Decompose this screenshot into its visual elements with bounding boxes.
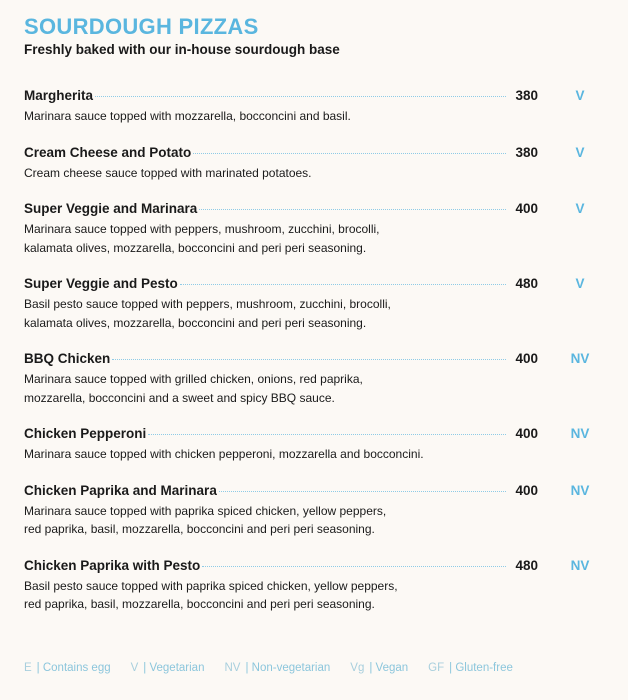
item-description: mozzarella, bocconcini and a sweet and spicy BBQ sauce. [24, 390, 335, 405]
dot-leader [112, 359, 506, 360]
item-description: kalamata olives, mozzarella, bocconcini and peri peri seasoning. [24, 240, 367, 255]
menu-item-header [24, 276, 614, 295]
item-price: 400 [515, 351, 538, 366]
item-name: Chicken Paprika and Marinara [24, 482, 217, 498]
legend-label: | Vegetarian [143, 662, 205, 674]
legend-entry [24, 662, 111, 674]
legend-label: | Non-vegetarian [245, 662, 331, 674]
item-name: Super Veggie and Marinara [24, 201, 198, 216]
dot-leader [199, 209, 506, 210]
menu-items [24, 88, 614, 633]
legend-code: NV [224, 662, 241, 674]
page-title: SOURDOUGH PIZZAS [24, 14, 259, 39]
diet-tag: NV [570, 482, 590, 498]
item-name: Super Veggie and Pesto [24, 276, 178, 291]
item-description: Marinara sauce topped with grilled chicken, onions, red paprika, [24, 372, 363, 386]
item-description: Cream cheese sauce topped with marinated potatoes. [24, 165, 312, 180]
item-description: Marinara sauce topped with peppers, mushroom, zucchini, brocolli, [24, 222, 380, 236]
legend-entry [350, 662, 408, 674]
legend-code: V [130, 662, 139, 674]
legend-label: | Vegan [369, 662, 409, 674]
item-description: Marinara sauce topped with mozzarella, bocconcini and basil. [24, 109, 351, 123]
page-subtitle: Freshly baked with our in-house sourdough base [24, 42, 340, 57]
item-name: Margherita [24, 88, 94, 103]
menu-item-header [24, 201, 614, 220]
item-price: 400 [515, 426, 538, 441]
legend-label: | Contains egg [36, 662, 111, 674]
diet-tag: V [575, 144, 585, 160]
menu-item-header [24, 558, 614, 577]
dot-leader [180, 284, 506, 285]
menu-item-header [24, 483, 614, 502]
menu-item [24, 201, 614, 257]
item-price: 400 [515, 201, 538, 216]
menu-item [24, 276, 614, 332]
diet-tag: NV [570, 557, 590, 573]
item-name: BBQ Chicken [24, 351, 111, 366]
item-price: 380 [515, 144, 538, 160]
dot-leader [219, 491, 506, 492]
item-description: red paprika, basil, mozzarella, bocconcini and peri peri seasoning. [24, 522, 375, 536]
menu-item-header [24, 145, 614, 164]
menu-item-header [24, 426, 614, 445]
diet-tag: V [575, 276, 585, 291]
legend-code: E [24, 662, 32, 674]
legend-code: GF [428, 662, 445, 674]
legend-entry [224, 662, 330, 674]
legend-label: | Gluten-free [449, 662, 513, 674]
item-description: red paprika, basil, mozzarella, bocconcini and peri peri seasoning. [24, 597, 375, 611]
item-price: 480 [515, 276, 538, 291]
diet-tag: V [575, 201, 585, 216]
dot-leader [95, 96, 506, 97]
menu-item [24, 145, 614, 183]
item-name: Chicken Paprika with Pesto [24, 557, 201, 573]
menu-item [24, 426, 614, 464]
item-name: Chicken Pepperoni [24, 426, 147, 441]
item-name: Cream Cheese and Potato [24, 144, 192, 160]
diet-tag: NV [570, 426, 590, 441]
dot-leader [193, 153, 506, 154]
diet-tag: V [575, 88, 585, 103]
menu-item [24, 558, 614, 614]
dot-leader [202, 566, 506, 567]
menu-item [24, 88, 614, 126]
item-description: Marinara sauce topped with paprika spiced chicken, yellow peppers, [24, 503, 387, 518]
item-description: Basil pesto sauce topped with paprika spiced chicken, yellow peppers, [24, 578, 398, 593]
diet-tag: NV [570, 351, 590, 366]
dietary-legend [24, 662, 513, 674]
menu-item-header [24, 88, 614, 107]
item-price: 380 [515, 88, 538, 103]
menu-item [24, 483, 614, 539]
item-price: 480 [515, 557, 538, 573]
legend-entry [131, 662, 205, 674]
menu-item [24, 351, 614, 407]
item-description: kalamata olives, mozzarella, bocconcini and peri peri seasoning. [24, 315, 367, 330]
legend-entry [428, 662, 513, 674]
legend-code: Vg [350, 662, 365, 674]
item-price: 400 [515, 482, 538, 498]
menu-item-header [24, 351, 614, 370]
item-description: Basil pesto sauce topped with peppers, mushroom, zucchini, brocolli, [24, 297, 391, 311]
dot-leader [148, 434, 506, 435]
item-description: Marinara sauce topped with chicken pepperoni, mozzarella and bocconcini. [24, 447, 424, 461]
